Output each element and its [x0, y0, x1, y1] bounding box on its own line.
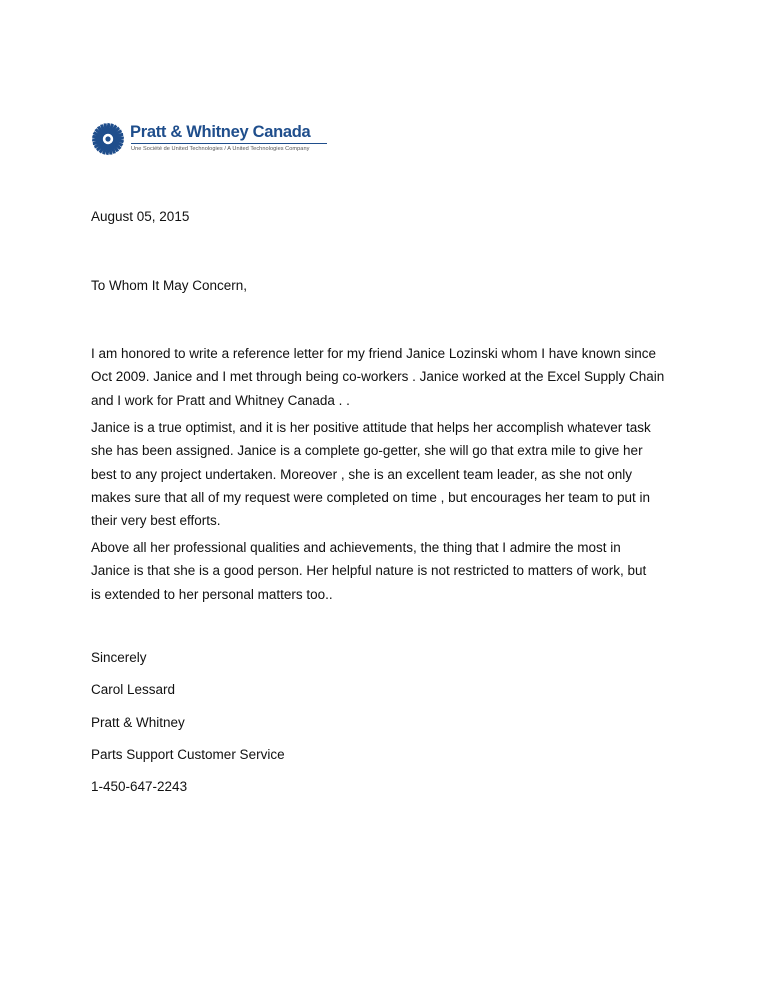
letterhead [91, 122, 336, 160]
company-logo-icon [91, 122, 125, 156]
paragraph-line: Janice is that she is a good person. Her helpful nature is not restricted to matters of work, but [91, 563, 647, 579]
signer-name: Carol Lessard [91, 682, 176, 697]
paragraph-line: she has been assigned. Janice is a complete go-getter, she will go that extra mile to give her [91, 443, 643, 459]
paragraph-line: and I work for Pratt and Whitney Canada . . [91, 392, 350, 408]
signer-phone: 1-450-647-2243 [91, 779, 188, 794]
paragraph-line: makes sure that all of my request were completed on time , but encourages her team to put in [91, 489, 651, 505]
paragraph-line: Above all her professional qualities and achievements, the thing that I admire the most in [91, 540, 621, 555]
paragraph-line: best to any project undertaken. Moreover , she is an excellent team leader, as she not only [91, 466, 633, 482]
letter-salutation: To Whom It May Concern, [91, 278, 248, 293]
paragraph-qualities [91, 416, 691, 532]
signer-company: Pratt & Whitney [91, 715, 185, 730]
paragraph-line: is extended to her personal matters too.. [91, 586, 333, 602]
letter-date: August 05, 2015 [91, 209, 190, 224]
paragraph-character [91, 536, 691, 606]
paragraph-line: Janice is a true optimist, and it is her positive attitude that helps her accomplish whatever task [91, 420, 651, 435]
company-name: Pratt & Whitney Canada [130, 123, 311, 141]
signer-department: Parts Support Customer Service [91, 747, 285, 762]
paragraph-line: their very best efforts. [91, 513, 221, 529]
paragraph-line: I am honored to write a reference letter for my friend Janice Lozinski whom I have known since [91, 346, 657, 361]
company-tagline: Une Société de United Technologies / A United Technologies Company [131, 146, 310, 152]
paragraph-intro [91, 342, 691, 412]
paragraph-line: Oct 2009. Janice and I met through being co-workers . Janice worked at the Excel Supply Chain [91, 369, 665, 385]
letterhead-rule [131, 143, 327, 144]
letter-closing: Sincerely [91, 650, 147, 665]
